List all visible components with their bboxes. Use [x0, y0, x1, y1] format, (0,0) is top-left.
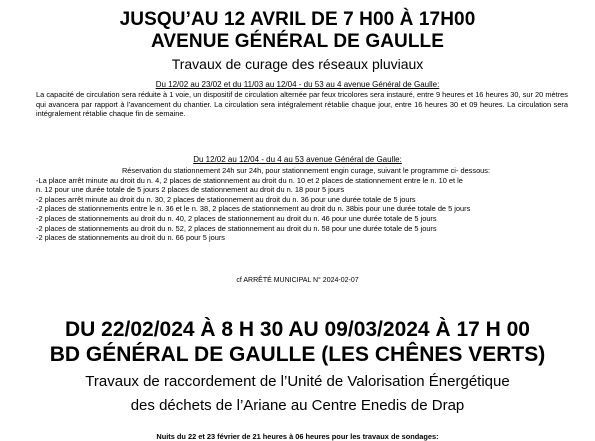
list-line: -2 places de stationnements au droit du n. 66 pour 5 jours [36, 233, 225, 243]
notice1-section1-heading: Du 12/02 au 23/02 et du 11/03 au 12/04 - du 53 au 4 avenue Général de Gaulle: [155, 80, 440, 89]
list-line: -2 places arrêt minute au droit du n. 30, 2 places de stationnement au droit du n. 36 pour une durée totale de 5 jours [36, 194, 416, 204]
list-line: n. 12 pour une durée totale de 5 jours 2 places de stationnement au droit du n. 18 pour 5 jours [36, 185, 345, 195]
notice1-title-line2: AVENUE GÉNÉRAL DE GAULLE [150, 31, 445, 52]
list-line: -2 places de stationnements au droit du n. 52, 2 places de stationnement au droit du n. 58 pour une durée totale de 5 jours [36, 223, 437, 233]
notice2-title-line1: DU 22/02/024 À 8 H 30 AU 09/03/2024 À 17 H 00 [64, 318, 530, 341]
notice1-section1-body: La capacité de circulation sera réduite à 1 voie, un dispositif de circulation alternée par feux tricolores sera instauré, entre 9 heures et 16 heures 30, sur 20 mètres qui avancera par rapport à l’avancement du chantier. La circulation sera intégralement rétablie chaque jour, entre 16 heures 30 et 09 heures. La circulation sera intégralement rétablie chaque fin de semaine. [36, 90, 568, 119]
notice1-section2-heading: Du 12/02 au 12/04 - du 4 au 53 avenue Général de Gaulle: [193, 155, 402, 164]
notice1-title-line1: JUSQU’AU 12 AVRIL DE 7 H00 À 17H00 [119, 9, 476, 30]
notice2-subtitle-line2: des déchets de l’Ariane au Centre Enedis de Drap [130, 397, 465, 414]
list-line: -La place arrêt minute au droit du n. 4, 2 places de stationnement au droit du n. 10 et 2 places de stationnement entre le n. 10 et le [36, 175, 463, 185]
notice2-note: Nuits du 22 et 23 février de 21 heures à 06 heures pour les travaux de sondages: [156, 432, 439, 441]
notice1-section2-list [36, 166, 576, 243]
notice1-subtitle: Travaux de curage des réseaux pluviaux [171, 56, 424, 72]
notice2-title-line2: BD GÉNÉRAL DE GAULLE (LES CHÊNES VERTS) [49, 343, 546, 366]
list-line: -2 places de stationnements entre le n. 36 et le n. 38, 2 places de stationnement au droit du n. 38bis pour une durée totale de 5 jours [36, 204, 471, 214]
notice2-subtitle-line1: Travaux de raccordement de l’Unité de Valorisation Énergétique [85, 373, 510, 390]
notice1-arrete: cf ARRÊTÉ MUNICIPAL N° 2024-02-07 [236, 277, 359, 284]
notice1-section2-intro: Réservation du stationnement 24h sur 24h, pour stationnement engin curage, suivant le programme ci- dessous: [121, 166, 491, 175]
list-line: -2 places de stationnements au droit du n. 40, 2 places de stationnement au droit du n. 46 pour une durée totale de 5 jours [36, 213, 437, 223]
